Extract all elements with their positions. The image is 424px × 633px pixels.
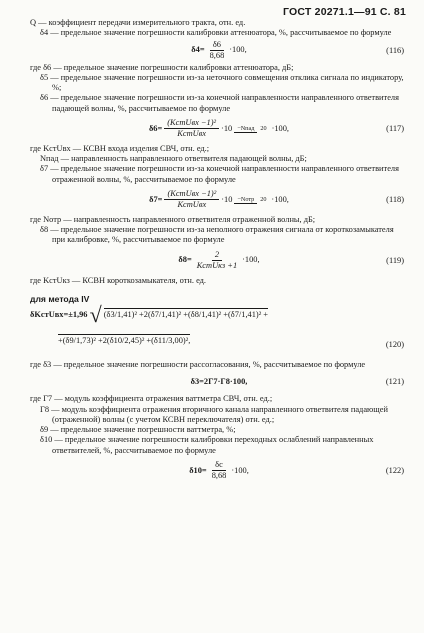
page-header: ГОСТ 20271.1—91 С. 81 xyxy=(283,6,406,18)
text-line: δ4 — предельное значение погрешности калибровки аттенюатора, %, рассчитываемое по формуле xyxy=(40,28,392,38)
formula-118: δ7= $\frac{\text{(KстUвх −1)²}}{\text{KстUвх}}$ ·10 −Nотр 20 ·100, (118) xyxy=(149,189,404,210)
text-line: Nпад — направленность направленного ответвителя падающей волны, дБ; xyxy=(40,154,307,163)
text-line: где KстUкз — КСВН короткозамыкателя, отн. ед. xyxy=(30,275,207,285)
page-content xyxy=(30,18,408,486)
text-line: δ6 — предельное значение погрешности из-за конечной направленности направленного ответвителя падающей волны, %, рассчитываемое по формуле xyxy=(40,93,399,113)
formula-number: (116) xyxy=(386,45,404,55)
formula-116: δ4= $\frac{\delta 6}{8,68}$ ·100, (116) xyxy=(191,39,404,60)
sqrt-icon: √ xyxy=(89,302,102,328)
text-line: δ10 — предельное значение погрешности калибровки переходных ослаблений направленных ответвителей, %, рассчитываемое по формуле xyxy=(40,435,374,455)
formula-number: (121) xyxy=(385,377,404,387)
formula-122: δ10= $\frac{\delta с}{8,68}$ ·100, (122) xyxy=(189,460,404,481)
formula-number: (120) xyxy=(385,340,404,350)
text-line: где Nотр — направленность направленного ответвителя отраженной волны, дБ; xyxy=(30,214,316,224)
section-heading: для метода IV xyxy=(30,293,90,304)
formula-number: (117) xyxy=(386,123,404,133)
formula-number: (122) xyxy=(385,465,404,475)
text-line: δ7 — предельное значение погрешности из-за конечной направленности направленного ответвителя отраженной волны, %, рассчитываемое по формуле xyxy=(40,164,399,184)
text-line: где KстUвх — КСВН входа изделия СВЧ, отн. ед.; xyxy=(30,143,210,153)
text-line: δ9 — предельное значение погрешности ваттметра, %; xyxy=(40,425,236,435)
formula-number: (119) xyxy=(386,255,404,265)
formula-121: δ3=2Γ7·Γ8·100, (121) xyxy=(190,377,404,387)
text-line: δ8 — предельное значение погрешности из-за неполного отражения сигнала от короткозамыкателя при калибровке, %, рассчитываемое по формуле xyxy=(40,225,394,245)
formula-117: δ6= $\frac{\text{(KстUвх −1)²}}{\text{KстUвх}}$ ·10 −Nпад 20 ·100, (117) xyxy=(148,118,404,139)
text-line: Γ8 — модуль коэффициента отражения вторичного канала направленного ответвителя падающей (отраженной) волны (с учетом КСВН переключателя) отн. ед.; xyxy=(40,404,388,424)
formula-120: δKстUвх=±1,96 √ (δ3/1,41)² +2(δ7/1,41)² +(δ8/1,41)² +(δ7/1,41)² + +(δ9/1,73)² +2(δ10/2,45)² +(δ11/3,00)², (120) xyxy=(30,302,404,350)
text-line: δ5 — предельное значение погрешности из-за неточного совмещения отклика сигнала по индикатору, %; xyxy=(40,72,404,92)
text-line: где Γ7 — модуль коэффициента отражения ваттметра СВЧ, отн. ед.; xyxy=(30,394,273,404)
text-line: где δ3 — предельное значение погрешности рассогласования, %, рассчитываемое по формуле xyxy=(30,360,366,370)
formula-number: (118) xyxy=(386,194,404,204)
text-line: где δ6 — предельное значение погрешности калибровки аттенюатора, дБ; xyxy=(30,62,294,72)
text-line: Q — коэффициент передачи измерительного тракта, отн. ед. xyxy=(30,18,246,27)
formula-119: δ8= $\frac{2}{\text{KстUкз +1}}$ ·100, (119) xyxy=(178,249,404,270)
